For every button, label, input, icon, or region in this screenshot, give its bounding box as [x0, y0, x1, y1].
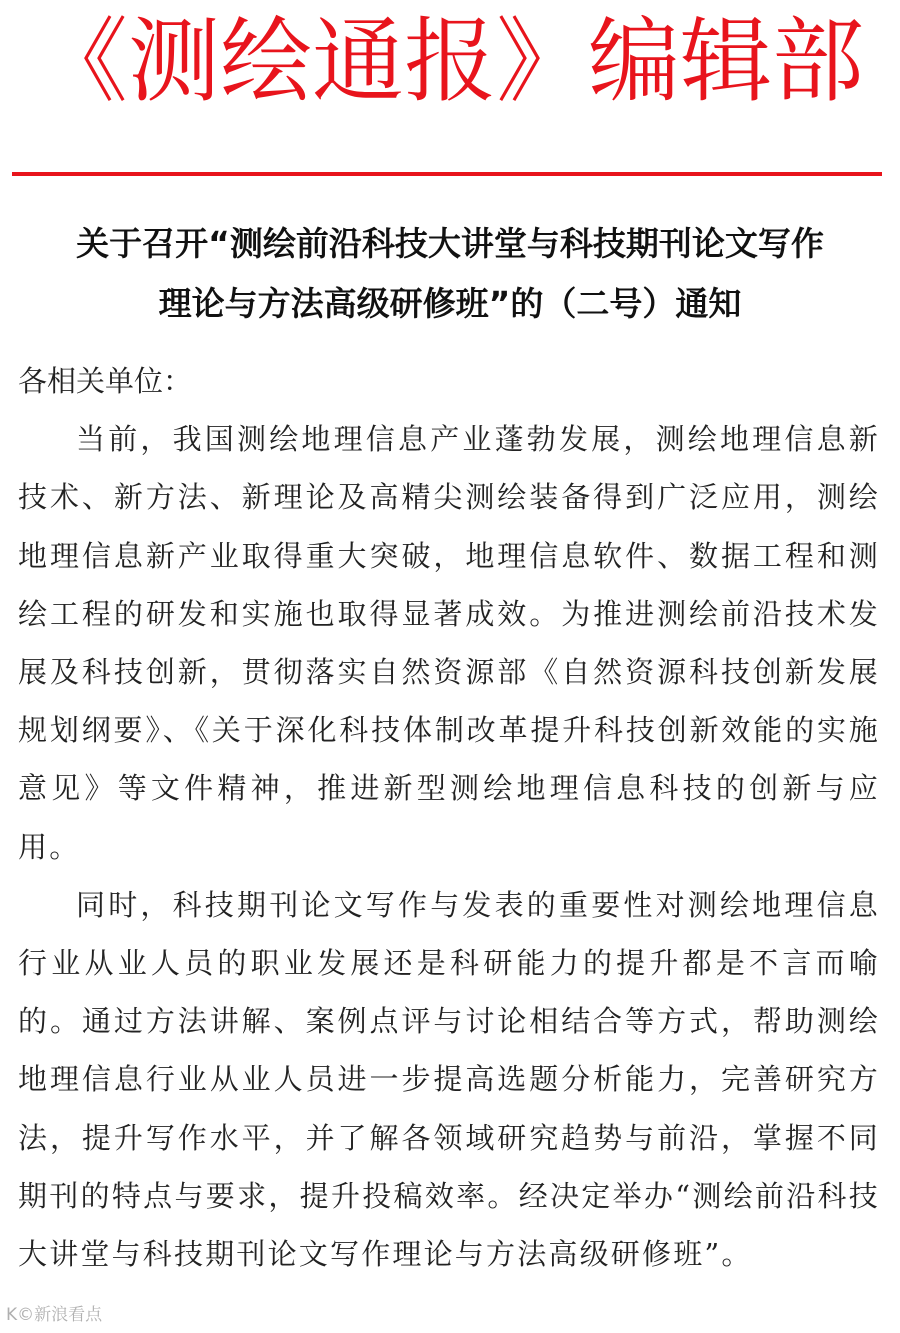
notice-title — [10, 214, 890, 334]
notice-body — [18, 352, 880, 1283]
red-divider-rule — [12, 172, 882, 176]
notice-title-line-2: 理论与方法高级研修班”的（二号）通知 — [158, 284, 742, 323]
notice-title-line-1: 关于召开“测绘前沿科技大讲堂与科技期刊论文写作 — [76, 224, 824, 263]
masthead — [0, 0, 900, 175]
salutation: 各相关单位： — [18, 364, 193, 398]
body-paragraph-1: 当前，我国测绘地理信息产业蓬勃发展，测绘地理信息新技术、新方法、新理论及高精尖测绘装备得到广泛应用，测绘地理信息新产业取得重大突破，地理信息软件、数据工程和测绘工程的研发和实施也取得显著成效。为推进测绘前沿技术发展及科技创新，贯彻落实自然资源部《自然资源科技创新发展规划纲要》、《关于深化科技体制改革提升科技创新效能的实施意见》等文件精神，推进新型测绘地理信息科技的创新与应用。 — [18, 422, 880, 864]
source-watermark: K©新浪看点 — [6, 1305, 103, 1325]
masthead-title: 《测绘通报》编辑部 — [35, 8, 864, 115]
body-paragraph-2: 同时，科技期刊论文写作与发表的重要性对测绘地理信息行业从业人员的职业发展还是科研能力的提升都是不言而喻的。通过方法讲解、案例点评与讨论相结合等方式，帮助测绘地理信息行业从业人员进一步提高选题分析能力，完善研究方法，提升写作水平，并了解各领域研究趋势与前沿，掌握不同期刊的特点与要求，提升投稿效率。经决定举办“测绘前沿科技大讲堂与科技期刊论文写作理论与方法高级研修班”。 — [18, 887, 880, 1272]
